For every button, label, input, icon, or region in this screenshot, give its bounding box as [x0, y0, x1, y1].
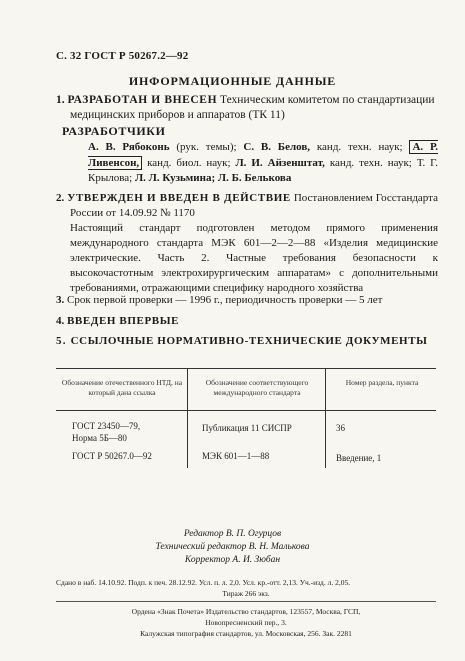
section-3-text: Срок первой проверки — 1996 г., периодичность проверки — 5 лет	[67, 294, 383, 306]
developers-list	[88, 140, 438, 187]
section-5	[56, 334, 436, 349]
imprint-printer: Калужская типография стандартов, ул. Московская, 256. Зак. 2281	[140, 629, 352, 638]
table-column-divider	[187, 368, 188, 468]
developer-role: (рук. темы);	[176, 141, 237, 153]
developers-heading: РАЗРАБОТЧИКИ	[62, 124, 166, 138]
table-cell: МЭК 601—1—88	[202, 451, 270, 461]
developer-role: канд. техн. наук;	[316, 141, 403, 153]
table-header-cell: Обозначение отечественного НТД, на который дана ссылка	[61, 378, 183, 397]
developer-name: Т. Г. Крылова;	[88, 156, 439, 184]
developer-name: А. В. Рябоконь	[88, 141, 170, 153]
section-5-number: 5.	[56, 335, 67, 347]
table-header-cell: Обозначение соответствующего международного стандарта	[205, 378, 309, 397]
section-2-text: Постановлением Госстандарта России от 14.09.92 № 1170	[70, 192, 438, 219]
table-cell: 36	[336, 423, 345, 433]
proofreader-credit: Корректор А. И. Зюбан	[184, 555, 281, 565]
imprint-publisher: Ордена «Знак Почета» Издательство стандартов, 123557, Москва, ГСП,	[131, 607, 361, 616]
developer-role: канд. биол. наук;	[147, 156, 231, 169]
table-cell: Норма 5Б—80	[72, 433, 127, 443]
section-4	[56, 314, 436, 329]
section-1-heading: РАЗРАБОТАН И ВНЕСЕН	[67, 94, 218, 106]
section-2	[56, 191, 438, 296]
section-4-number: 4.	[56, 315, 65, 327]
table-top-rule	[56, 368, 436, 369]
section-5-heading: ССЫЛОЧНЫЕ НОРМАТИВНО-ТЕХНИЧЕСКИЕ ДОКУМЕНТЫ	[70, 335, 428, 347]
section-1-text: Техническим комитетом по стандартизации медицинских приборов и аппаратов (ТК 11)	[70, 94, 435, 121]
section-2-note: Настоящий стандарт подготовлен методом прямого применения международного стандарта МЭК 601—2—2—88 «Изделия медицинские электрические. Часть 2. Частные требования безопасности к высокочастотным электрохирургическим аппаратам» с дополнительными требованиями, отражающими специфику народного хозяйства	[70, 222, 438, 294]
table-column-divider	[325, 368, 326, 468]
table-cell: ГОСТ 23450—79,	[72, 421, 141, 431]
page-title: ИНФОРМАЦИОННЫЕ ДАННЫЕ	[128, 74, 337, 88]
imprint-address: Новопресненский пер., 3.	[205, 618, 287, 627]
tech-editor-credit: Технический редактор В. Н. Малькова	[155, 542, 310, 552]
developer-name: С. В. Белов,	[243, 141, 311, 153]
section-1-number: 1.	[56, 94, 65, 106]
developer-name: Л. И. Айзенштат,	[235, 156, 325, 169]
section-4-heading: ВВЕДЕН ВПЕРВЫЕ	[67, 315, 180, 327]
section-3	[56, 293, 446, 308]
editor-credit: Редактор В. П. Огурцов	[183, 529, 282, 539]
imprint-divider	[56, 601, 436, 602]
page-header: С. 32 ГОСТ Р 50267.2—92	[56, 50, 189, 62]
developer-role: канд. техн. наук;	[329, 156, 412, 169]
imprint-print-data: Сдано в наб. 14.10.92. Подп. к печ. 28.12.92. Усл. п. л. 2,0. Усл. кр.-отт. 2,13. Уч.-изд. л. 2,05.	[56, 578, 351, 587]
table-header-cell: Номер раздела, пункта	[345, 378, 419, 387]
table-cell: ГОСТ Р 50267.0—92	[72, 451, 152, 461]
table-cell: Публикация 11 СИСПР	[202, 423, 292, 433]
section-1	[56, 93, 436, 123]
section-2-number: 2.	[56, 192, 65, 204]
table-cell: Введение, 1	[336, 453, 382, 463]
imprint-print-run: Тираж 266 экз.	[222, 589, 270, 598]
developer-name: Л. Б. Белькова	[217, 172, 292, 184]
developer-name: Л. Л. Кузьмина;	[134, 172, 216, 184]
section-3-number: 3.	[56, 294, 65, 306]
section-2-heading: УТВЕРЖДЕН И ВВЕДЕН В ДЕЙСТВИЕ	[67, 192, 291, 204]
table-header-rule	[56, 410, 436, 411]
developer-name-boxed: А. Р. Ливенсон,	[88, 141, 439, 169]
